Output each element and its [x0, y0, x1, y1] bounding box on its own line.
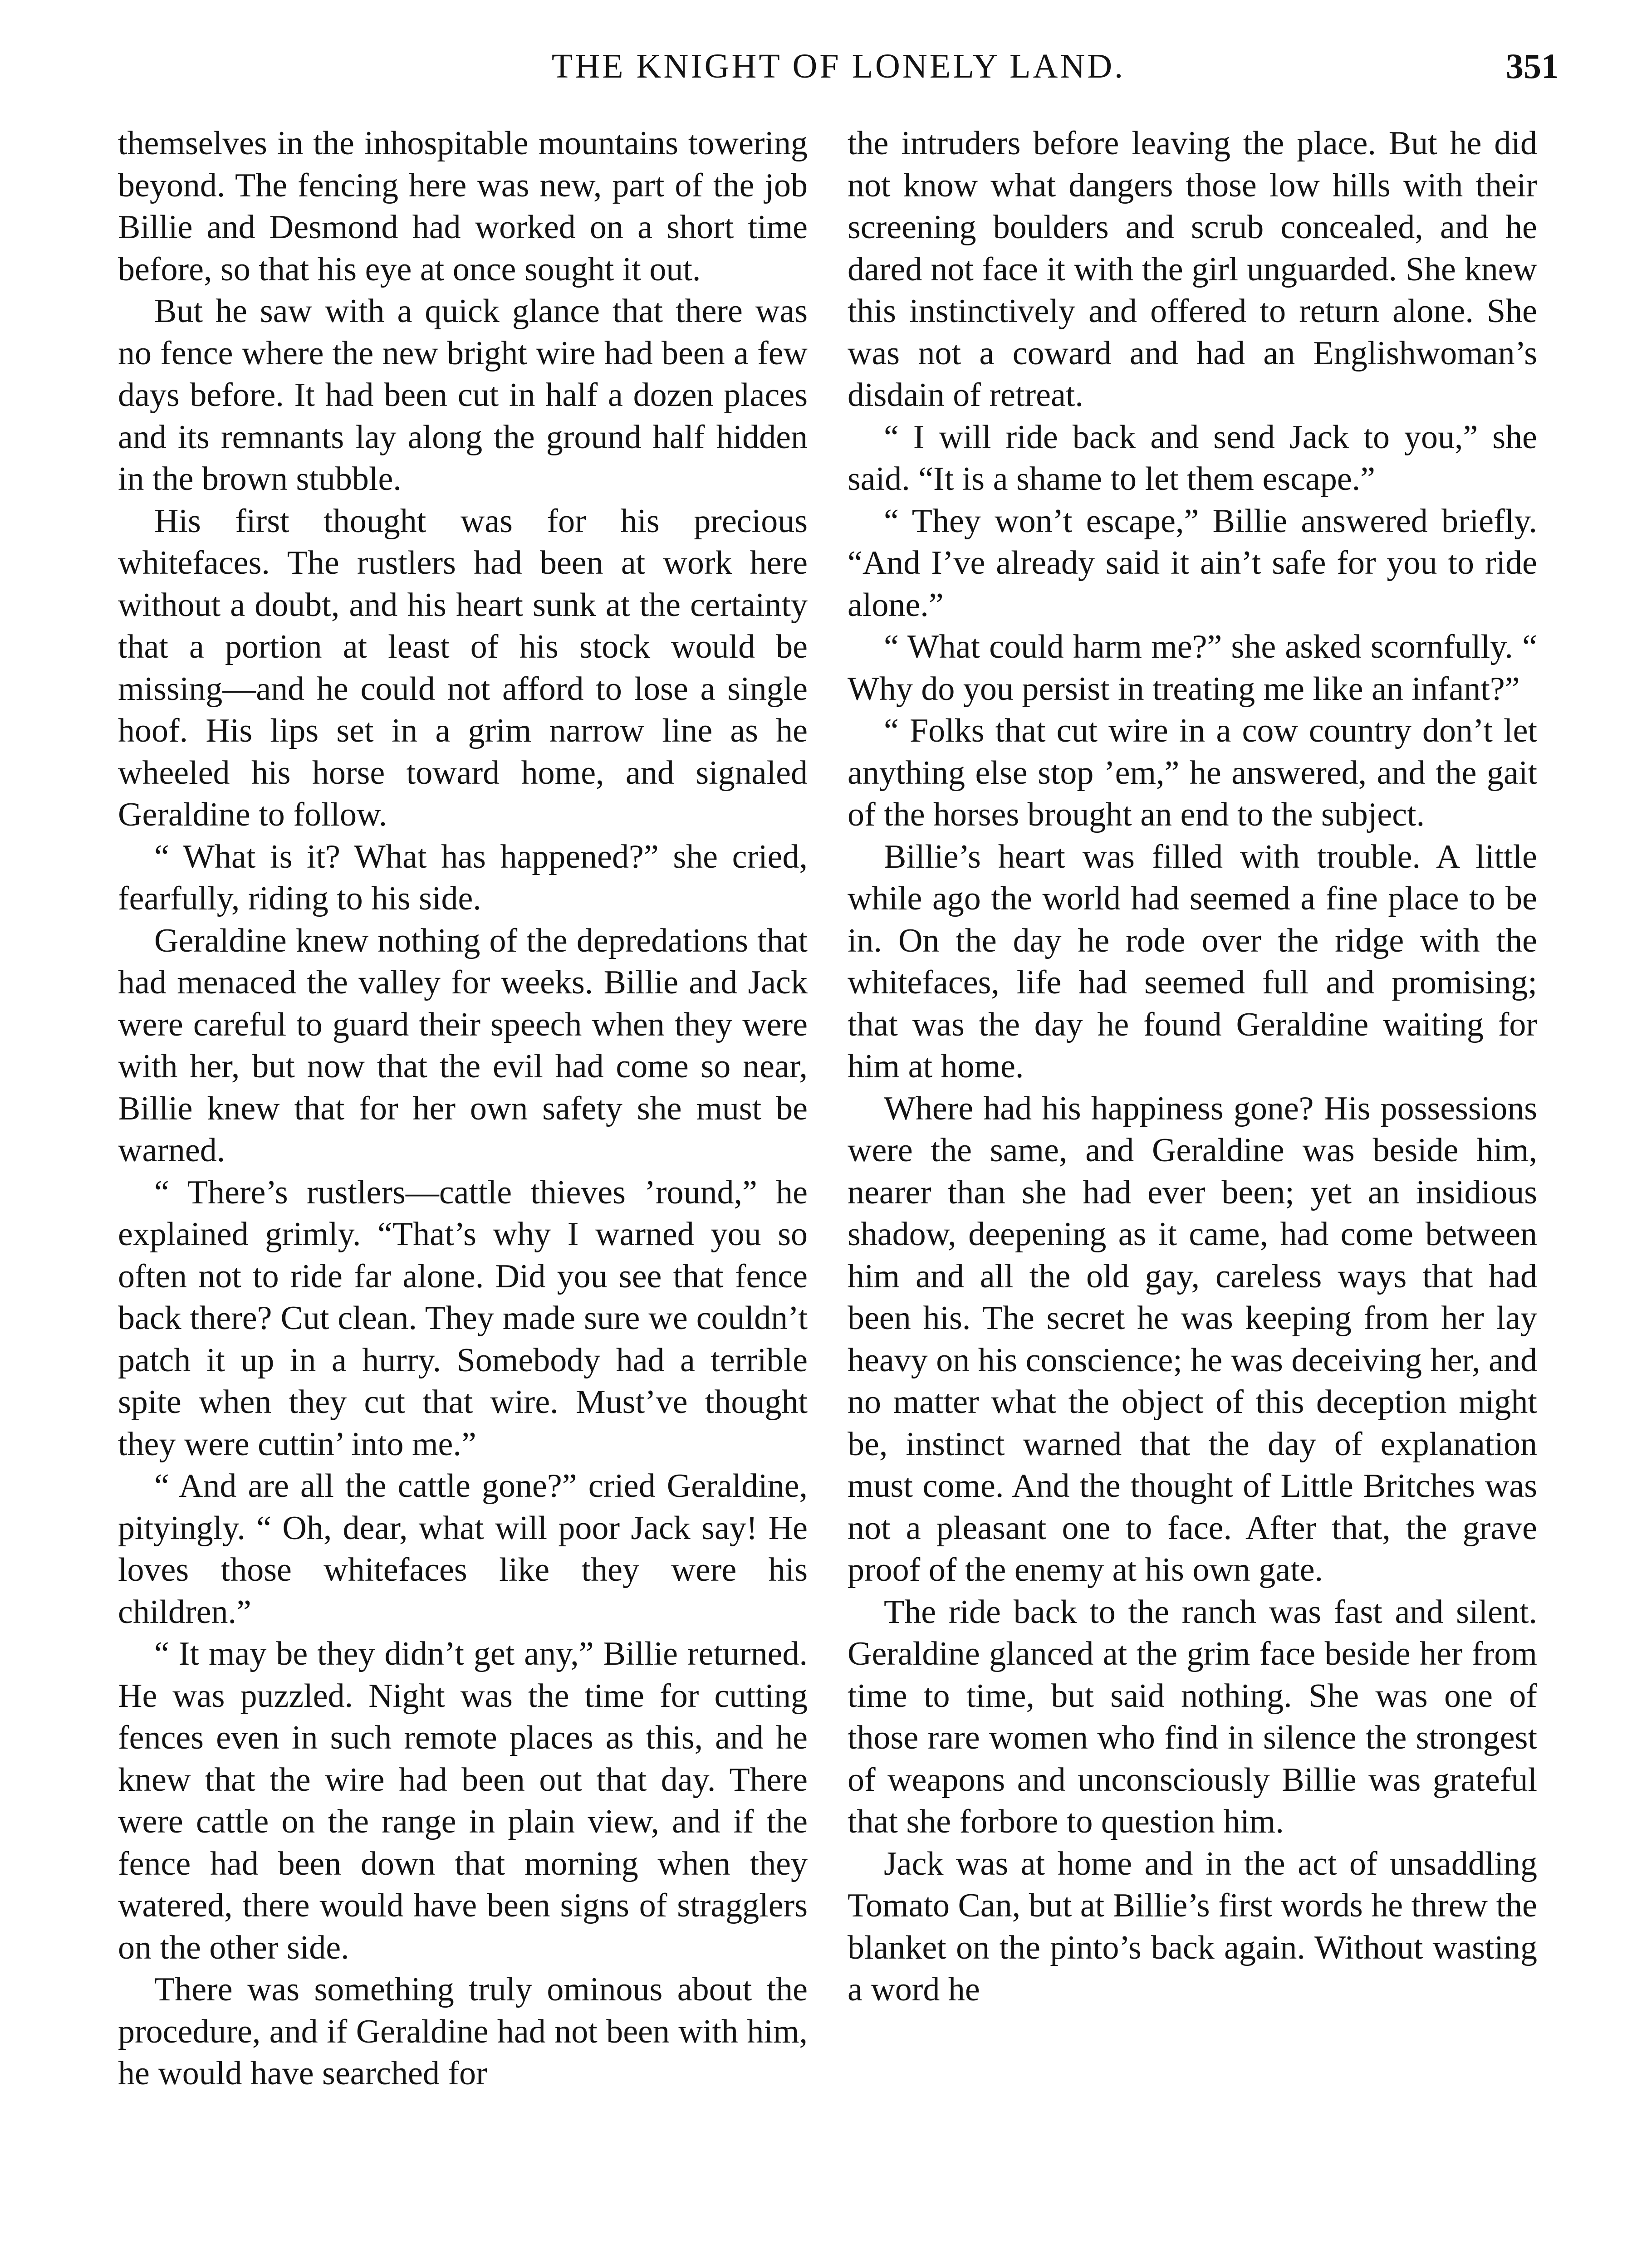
paragraph: The ride back to the ranch was fast and silent. Geraldine glanced at the grim face beside her from time to time, but said nothing. She was one of those rare women who find in silence the strongest of weapons and unconsciously Billie was grateful that she forbore to question him.: [848, 1593, 1537, 1840]
paragraph: themselves in the inhospitable mountains towering beyond. The fencing here was new, part of the job Billie and Desmond had worked on a short time before, so that his eye at once sought it out.: [118, 125, 808, 288]
page-number: 351: [1506, 46, 1559, 86]
paragraph: “ I will ride back and send Jack to you,” she said. “It is a shame to let them escape.”: [848, 418, 1537, 498]
paragraph: Billie’s heart was filled with trouble. A little while ago the world had seemed a fine place to be in. On the day he rode over the ridge with the whitefaces, life had seemed full and promising; that was the day he found Geraldine waiting for him at home.: [848, 838, 1537, 1085]
paragraph: Jack was at home and in the act of unsaddling Tomato Can, but at Billie’s first words he threw the blanket on the pinto’s back again. Without wasting a word he: [848, 1845, 1537, 2008]
paragraph: “ What could harm me?” she asked scornfully. “ Why do you persist in treating me like an infant?”: [848, 628, 1537, 708]
paragraph: “ It may be they didn’t get any,” Billie returned. He was puzzled. Night was the time for cutting fences even in such remote places as this, and he knew that the wire had been out that day. There were cattle on the range in plain view, and if the fence had been down that morning when they watered, there would have been signs of stragglers on the other side.: [118, 1635, 808, 1966]
paragraph: “ They won’t escape,” Billie answered briefly. “And I’ve already said it ain’t safe for you to ride alone.”: [848, 502, 1537, 624]
paragraph: “ And are all the cattle gone?” cried Geraldine, pityingly. “ Oh, dear, what will poor Jack say! He loves those whitefaces like they were his children.”: [118, 1467, 808, 1631]
paragraph: There was something truly ominous about the procedure, and if Geraldine had not been with him, he would have searched for: [118, 1971, 808, 2092]
paragraph: Where had his happiness gone? His possessions were the same, and Geraldine was beside him, nearer than she had ever been; yet an insidious shadow, deepening as it came, had come between him and all the old gay, careless ways that had been his. The secret he was keeping from her lay heavy on his conscience; he was deceiving her, and no matter what the object of this deception might be, instinct warned that the day of explanation must come. And the thought of Little Britches was not a pleasant one to face. After that, the grave proof of the enemy at his own gate.: [848, 1090, 1537, 1589]
paragraph: Geraldine knew nothing of the depredations that had menaced the valley for weeks. Billie and Jack were careful to guard their speech when they were with her, but now that the evil had come so near, Billie knew that for her own safety she must be warned.: [118, 922, 808, 1169]
running-head: [118, 44, 1559, 89]
paragraph: His first thought was for his precious whitefaces. The rustlers had been at work here without a doubt, and his heart sunk at the certainty that a portion at least of his stock would be missing—and he could not afford to lose a single hoof. His lips set in a grim narrow line as he wheeled his horse toward home, and signaled Geraldine to follow.: [118, 502, 808, 833]
right-column: [848, 122, 1537, 2268]
paragraph: the intruders before leaving the place. But he did not know what dangers those low hills with their screening boulders and scrub concealed, and he dared not face it with the girl unguarded. She knew this instinctively and offered to return alone. She was not a coward and had an Englishwoman’s disdain of retreat.: [848, 125, 1537, 414]
running-title: THE KNIGHT OF LONELY LAND.: [551, 47, 1126, 85]
paragraph: “ There’s rustlers—cattle thieves ’round,” he explained grimly. “That’s why I warned you so often not to ride far alone. Did you see that fence back there? Cut clean. They made sure we couldn’t patch it up in a hurry. Somebody had a terrible spite when they cut that wire. Must’ve thought they were cuttin’ into me.”: [118, 1173, 808, 1463]
paragraph: “ Folks that cut wire in a cow country don’t let anything else stop ’em,” he answered, and the gait of the horses brought an end to the subject.: [848, 712, 1537, 833]
paragraph: “ What is it? What has happened?” she cried, fearfully, riding to his side.: [118, 838, 808, 917]
left-column: [118, 122, 808, 2268]
paragraph: But he saw with a quick glance that there was no fence where the new bright wire had been a few days before. It had been cut in half a dozen places and its remnants lay along the ground half hidden in the brown stubble.: [118, 293, 808, 498]
